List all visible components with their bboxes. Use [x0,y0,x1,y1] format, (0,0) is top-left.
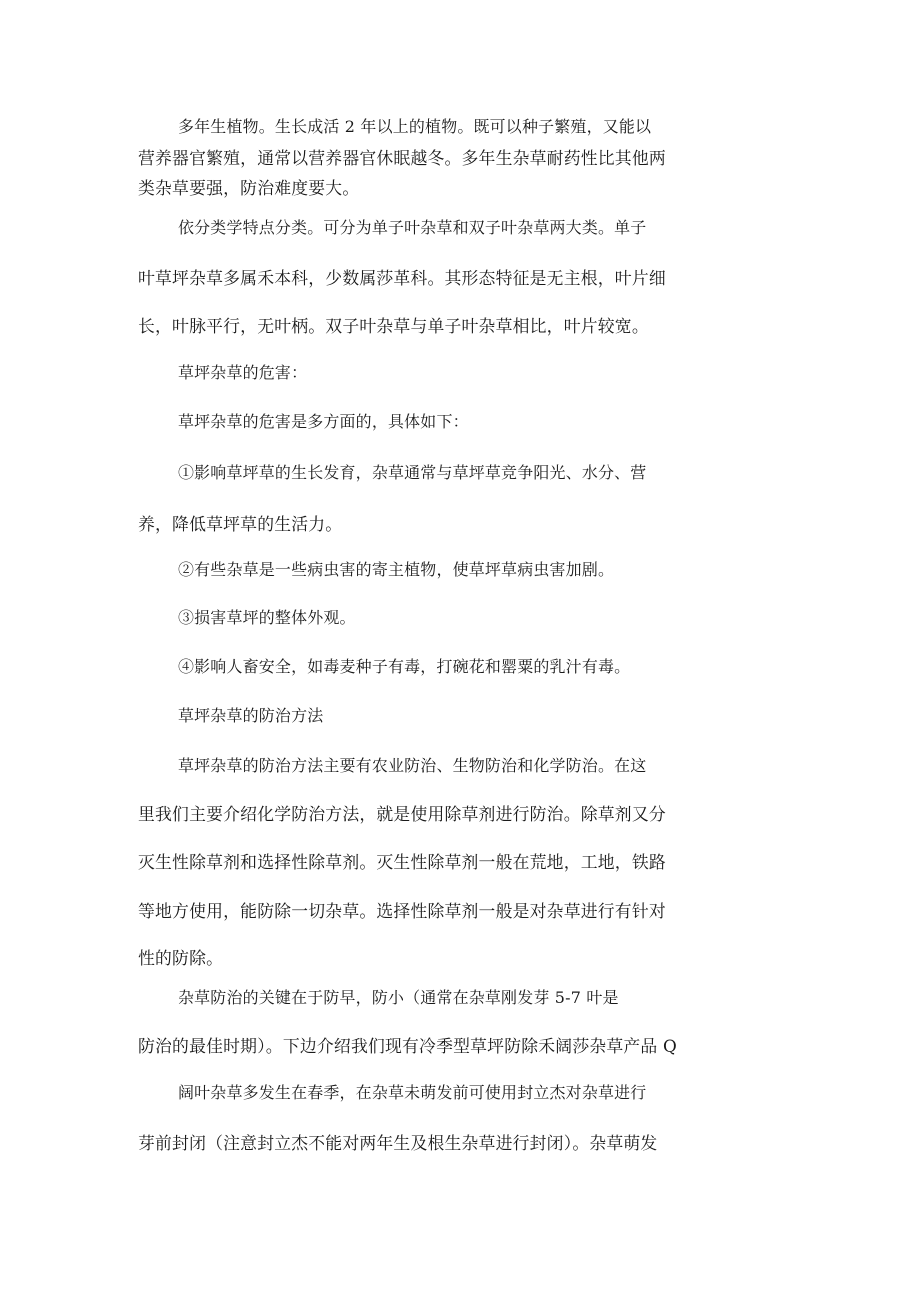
text-line: 等地方使用，能防除一切杂草。选择性除草剂一般是对杂草进行有针对 [138,901,666,921]
list-item: ③损害草坪的整体外观。 [178,608,356,627]
text-line: 杂草防治的关键在于防早，防小（通常在杂草刚发芽 5-7 叶是 [178,988,619,1007]
list-item: ②有些杂草是一些病虫害的寄主植物，使草坪草病虫害加剧。 [178,560,615,579]
text-line: 类杂草要强，防治难度要大。 [138,178,360,198]
text-line: 长，叶脉平行，无叶柄。双子叶杂草与单子叶杂草相比，叶片较宽。 [138,316,649,336]
text-line: 草坪杂草的危害是多方面的，具体如下： [178,412,469,431]
text-line: 防治的最佳时期）。下边介绍我们现有冷季型草坪防除禾阔莎杂草产品 Q [138,1036,678,1056]
list-item: ④影响人畜安全，如毒麦种子有毒，打碗花和罂粟的乳汁有毒。 [178,657,631,676]
section-heading: 草坪杂草的危害： [178,363,308,382]
text-line: 依分类学特点分类。可分为单子叶杂草和双子叶杂草两大类。单子 [178,218,647,237]
text-line: 芽前封闭（注意封立杰不能对两年生及根生杂草进行封闭）。杂草萌发 [138,1133,658,1153]
section-heading: 草坪杂草的防治方法 [178,706,324,725]
text-line: 养，降低草坪草的生活力。 [138,514,343,534]
text-line: 多年生植物。生长成活 2 年以上的植物。既可以种子繁殖，又能以 [178,117,652,136]
text-line: 阔叶杂草多发生在春季，在杂草未萌发前可使用封立杰对杂草进行 [178,1083,647,1102]
text-line: 营养器官繁殖，通常以营养器官休眠越冬。多年生杂草耐药性比其他两 [138,148,666,168]
text-line: 性的防除。 [138,948,224,968]
text-line: 灭生性除草剂和选择性除草剂。灭生性除草剂一般在荒地，工地，铁路 [138,852,666,872]
text-line: 里我们主要介绍化学防治方法，就是使用除草剂进行防治。除草剂又分 [138,804,666,824]
list-item: ①影响草坪草的生长发育，杂草通常与草坪草竞争阳光、水分、营 [178,463,647,482]
text-line: 叶草坪杂草多属禾本科，少数属莎革科。其形态特征是无主根，叶片细 [138,268,666,288]
text-line: 草坪杂草的防治方法主要有农业防治、生物防治和化学防治。在这 [178,756,647,775]
